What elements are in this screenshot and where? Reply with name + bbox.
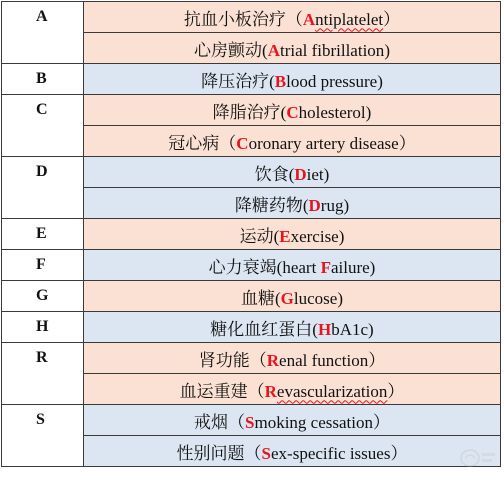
item-open: （ <box>249 350 267 370</box>
item-key-letter: G <box>280 288 294 308</box>
letter-cell: S <box>2 405 84 467</box>
item-key-letter: R <box>264 381 277 401</box>
item-key-letter: B <box>274 71 287 91</box>
item-close: ) <box>369 257 376 277</box>
item-key-letter: E <box>279 226 291 246</box>
item-cell <box>84 374 501 405</box>
item-open: ( <box>269 71 275 91</box>
item-key-letter: A <box>267 40 280 60</box>
item-cell <box>84 64 501 95</box>
item-key-letter: D <box>308 195 321 215</box>
item-close: ） <box>383 9 401 29</box>
item-english: bA1c <box>331 319 369 339</box>
item-open: （ <box>285 9 303 29</box>
item-close: ） <box>368 350 386 370</box>
item-english: lood pressure <box>286 71 378 91</box>
item-english: moking cessation <box>254 412 373 432</box>
item-english: enal function <box>279 350 369 370</box>
item-cell <box>84 2 501 33</box>
letter-cell: A <box>2 2 84 64</box>
item-open: ( <box>302 195 309 215</box>
item-chinese: 饮食 <box>254 164 289 184</box>
item-english: iet <box>306 164 324 184</box>
item-key-letter: H <box>317 319 332 339</box>
item-open: (heart <box>276 257 321 277</box>
item-cell <box>84 405 501 436</box>
item-close: ) <box>368 319 374 339</box>
item-chinese: 血糖 <box>240 288 275 308</box>
item-chinese: 心房颤动 <box>194 40 263 60</box>
item-chinese: 戒烟 <box>194 412 228 432</box>
item-key-letter: S <box>245 412 255 432</box>
table-row <box>2 95 501 126</box>
item-close: ) <box>323 164 330 184</box>
item-chinese: 降压治疗 <box>201 71 270 91</box>
item-key-letter: A <box>302 9 316 29</box>
item-english: evascularization <box>276 381 388 401</box>
letter-cell: C <box>2 95 84 157</box>
table-row <box>2 219 501 250</box>
item-open: ( <box>312 319 318 339</box>
letter-cell: E <box>2 219 84 250</box>
item-chinese: 抗血小板治疗 <box>183 9 286 29</box>
item-key-letter: F <box>320 257 331 277</box>
watermark-logo-icon <box>458 445 498 471</box>
item-cell <box>84 436 501 467</box>
item-english: ex-specific issues <box>271 443 391 463</box>
item-english: trial fibrillation <box>279 40 385 60</box>
item-close: ) <box>365 102 372 122</box>
table-row <box>2 312 501 343</box>
letter-cell: B <box>2 64 84 95</box>
letter-cell: D <box>2 157 84 219</box>
item-english: lucose <box>293 288 338 308</box>
letter-cell: G <box>2 281 84 312</box>
item-cell <box>84 250 501 281</box>
item-english: ailure <box>330 257 370 277</box>
item-open: ( <box>288 164 295 184</box>
table-row <box>2 281 501 312</box>
table-row <box>2 250 501 281</box>
item-chinese: 降脂治疗 <box>212 102 281 122</box>
table-row <box>2 343 501 374</box>
item-chinese: 糖化血红蛋白 <box>210 319 313 339</box>
item-close: ） <box>390 443 408 463</box>
item-cell <box>84 157 501 188</box>
item-english: ntiplatelet <box>315 9 384 29</box>
item-chinese: 肾功能 <box>198 350 250 370</box>
item-key-letter: C <box>286 102 299 122</box>
item-english: oronary artery disease <box>248 133 399 153</box>
item-cell <box>84 188 501 219</box>
table-row <box>2 64 501 95</box>
letter-cell: H <box>2 312 84 343</box>
item-chinese: 运动 <box>239 226 274 246</box>
item-close: ) <box>337 288 343 308</box>
item-close: ) <box>338 226 345 246</box>
item-cell <box>84 126 501 157</box>
item-key-letter: D <box>294 164 307 184</box>
item-open: ( <box>273 226 280 246</box>
table-row <box>2 157 501 188</box>
item-close: ) <box>377 71 383 91</box>
item-open: （ <box>244 443 262 463</box>
item-cell <box>84 312 501 343</box>
item-key-letter: R <box>266 350 280 370</box>
item-close: ) <box>384 40 390 60</box>
item-chinese: 降糖药物 <box>234 195 303 215</box>
item-close: ） <box>372 412 390 432</box>
table-row <box>2 405 501 436</box>
item-open: ( <box>274 288 281 308</box>
item-chinese: 血运重建 <box>179 381 248 401</box>
item-open: （ <box>247 381 265 401</box>
item-open: （ <box>219 133 237 153</box>
item-english: holesterol <box>298 102 366 122</box>
item-close: ) <box>343 195 350 215</box>
item-close: ） <box>398 133 416 153</box>
letter-cell: R <box>2 343 84 405</box>
item-english: xercise <box>290 226 339 246</box>
item-cell <box>84 33 501 64</box>
item-close: ） <box>387 381 405 401</box>
item-english: rug <box>320 195 344 215</box>
letter-cell: F <box>2 250 84 281</box>
item-key-letter: C <box>236 133 249 153</box>
item-cell <box>84 219 501 250</box>
item-open: ( <box>280 102 287 122</box>
table-row <box>2 2 501 33</box>
item-cell <box>84 95 501 126</box>
item-key-letter: S <box>261 443 272 463</box>
abc-guideline-table <box>1 1 501 467</box>
item-chinese: 心力衰竭 <box>208 257 277 277</box>
item-cell <box>84 343 501 374</box>
item-cell <box>84 281 501 312</box>
item-chinese: 冠心病 <box>168 133 220 153</box>
item-open: （ <box>228 412 245 432</box>
item-chinese: 性别问题 <box>176 443 245 463</box>
item-open: ( <box>262 40 268 60</box>
